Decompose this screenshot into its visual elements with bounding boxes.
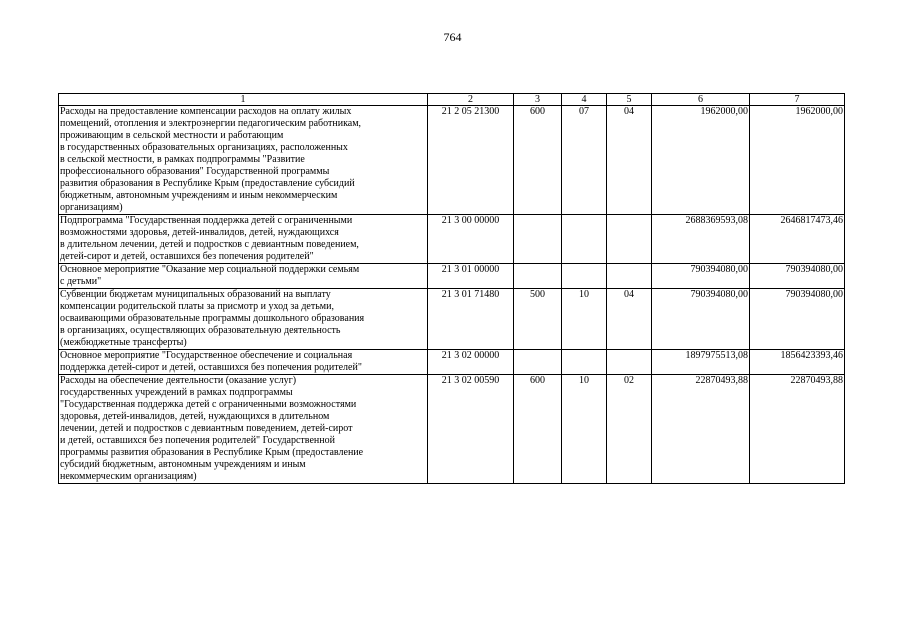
table-row <box>59 264 845 289</box>
row-name: Субвенции бюджетам муниципальных образований на выплату компенсации родительской платы за присмотр и уход за детьми, осваивающими образовательные программы дошкольного образования в организациях, осуществляющих образовательную деятельность (межбюджетные трансферты) <box>59 289 428 350</box>
header-row <box>59 94 845 106</box>
row-code: 21 3 01 00000 <box>428 264 514 289</box>
row-pr: 04 <box>607 289 652 350</box>
row-sum-1: 1962000,00 <box>652 106 750 215</box>
row-code: 21 3 00 00000 <box>428 215 514 264</box>
table-row <box>59 350 845 375</box>
page-number: 764 <box>443 30 462 44</box>
row-sum-1: 790394080,00 <box>652 289 750 350</box>
row-rz: 10 <box>562 289 607 350</box>
row-rz: 10 <box>562 375 607 484</box>
row-rz: 07 <box>562 106 607 215</box>
row-rz <box>562 264 607 289</box>
row-pr: 02 <box>607 375 652 484</box>
row-name: Основное мероприятие "Государственное обеспечение и социальная поддержка детей-сирот и детей, оставшихся без попечения родителей" <box>59 350 428 375</box>
row-vr: 600 <box>514 375 562 484</box>
row-rz <box>562 350 607 375</box>
table-row <box>59 215 845 264</box>
row-vr <box>514 215 562 264</box>
row-sum-2: 2646817473,46 <box>750 215 845 264</box>
row-sum-2: 1856423393,46 <box>750 350 845 375</box>
row-name: Расходы на обеспечение деятельности (оказание услуг) государственных учреждений в рамках подпрограммы "Государственная поддержка детей с ограниченными возможностями здоровья, детей-инвалидов, детей, нуждающихся в длительном лечении, детей и подростков с девиантным поведением, детей-сирот и детей, оставшихся без попечения родителей" Государственной программы развития образования в Республике Крым (предоставление субсидий бюджетным, автономным учреждениям и иным некоммерческим организациям) <box>59 375 428 484</box>
row-name: Основное мероприятие "Оказание мер социальной поддержки семьям с детьми" <box>59 264 428 289</box>
row-sum-1: 22870493,88 <box>652 375 750 484</box>
column-header-3: 3 <box>514 94 562 106</box>
row-name: Расходы на предоставление компенсации расходов на оплату жилых помещений, отопления и электроэнергии педагогическим работникам, проживающим в сельской местности и работающим в государственных образовательных организациях, расположенных в сельской местности, в рамках подпрограммы "Развитие профессионального образования" Государственной программы развития образования в Республике Крым (предоставление субсидий бюджетным, автономным учреждениям и иным некоммерческим организациям) <box>59 106 428 215</box>
row-vr: 500 <box>514 289 562 350</box>
row-sum-2: 1962000,00 <box>750 106 845 215</box>
row-pr <box>607 264 652 289</box>
row-sum-1: 790394080,00 <box>652 264 750 289</box>
row-rz <box>562 215 607 264</box>
column-header-2: 2 <box>428 94 514 106</box>
row-pr <box>607 215 652 264</box>
row-name: Подпрограмма "Государственная поддержка детей с ограниченными возможностями здоровья, детей-инвалидов, детей, нуждающихся в длительном лечении, детей и подростков с девиантным поведением, детей-сирот и детей, оставшихся без попечения родителей" <box>59 215 428 264</box>
column-header-6: 6 <box>652 94 750 106</box>
row-sum-1: 2688369593,08 <box>652 215 750 264</box>
row-code: 21 2 05 21300 <box>428 106 514 215</box>
row-pr <box>607 350 652 375</box>
row-sum-2: 790394080,00 <box>750 289 845 350</box>
row-vr <box>514 350 562 375</box>
row-code: 21 3 02 00590 <box>428 375 514 484</box>
row-sum-1: 1897975513,08 <box>652 350 750 375</box>
row-code: 21 3 02 00000 <box>428 350 514 375</box>
table-row <box>59 106 845 215</box>
column-header-1: 1 <box>59 94 428 106</box>
row-pr: 04 <box>607 106 652 215</box>
budget-table <box>58 93 845 484</box>
column-header-7: 7 <box>750 94 845 106</box>
table-row <box>59 289 845 350</box>
row-vr <box>514 264 562 289</box>
row-vr: 600 <box>514 106 562 215</box>
column-header-5: 5 <box>607 94 652 106</box>
table-row <box>59 375 845 484</box>
column-header-4: 4 <box>562 94 607 106</box>
row-sum-2: 790394080,00 <box>750 264 845 289</box>
row-sum-2: 22870493,88 <box>750 375 845 484</box>
row-code: 21 3 01 71480 <box>428 289 514 350</box>
